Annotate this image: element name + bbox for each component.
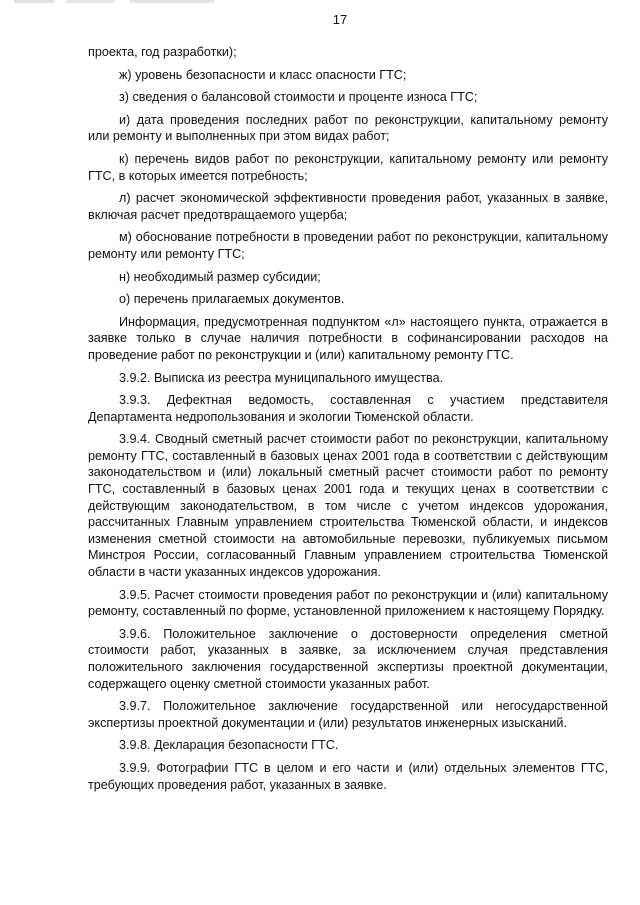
paragraph: 3.9.7. Положительное заключение государственной или негосударственной экспертизы проектной документации и (или) результатов инженерных изысканий. <box>88 699 608 730</box>
document-body <box>88 44 608 799</box>
paragraph: 3.9.2. Выписка из реестра муниципального имущества. <box>119 370 444 385</box>
paragraph: проекта, год разработки); <box>88 45 237 59</box>
paragraph: 3.9.3. Дефектная ведомость, составленная с участием представителя Департамента недропользования и экологии Тюменской области. <box>88 393 608 424</box>
page-number: 17 <box>332 12 348 27</box>
paragraph: о) перечень прилагаемых документов. <box>119 292 345 307</box>
paragraph: л) расчет экономической эффективности проведения работ, указанных в заявке, включая расчет предотвращаемого ущерба; <box>88 191 608 222</box>
paragraph: к) перечень видов работ по реконструкции, капитальному ремонту или ремонту ГТС, в которых имеется потребность; <box>88 151 608 183</box>
paragraph: и) дата проведения последних работ по реконструкции, капитальному ремонту или ремонту и выполненных при этом видах работ; <box>88 112 608 144</box>
paragraph: 3.9.4. Сводный сметный расчет стоимости работ по реконструкции, капитальному ремонту ГТС, составленный в базовых ценах 2001 года в соответствии с действующим законодательством и (или) локальный сметный расчет стоимости работ по ремонту ГТС, составленный в базовых ценах 2001 года и текущих ценах в соответствии с действующим законодательством, в том числе с учетом индексов удорожания, рассчитанных Главным управлением строительства Тюменской области, и индексов изменения сметной стоимости на автомобильные перевозки, публикуемых письмом Минстроя России, согласованный Главным управлением строительства Тюменской области в части указанных индексов удорожания. <box>88 432 608 580</box>
paragraph: 3.9.9. Фотографии ГТС в целом и его части и (или) отдельных элементов ГТС, требующих проведения работ, указанных в заявке. <box>88 760 608 792</box>
paragraph: 3.9.8. Декларация безопасности ГТС. <box>119 738 339 753</box>
paragraph: 3.9.6. Положительное заключение о достоверности определения сметной стоимости работ, указанных в заявке, за исключением случая представления положительного заключения государственной экспертизы проектной документации, содержащего оценку сметной стоимости указанных работ. <box>88 626 608 691</box>
paragraph: м) обоснование потребности в проведении работ по реконструкции, капитальному ремонту или ремонту ГТС; <box>88 230 608 261</box>
paragraph: ж) уровень безопасности и класс опасности ГТС; <box>119 67 407 82</box>
paragraph: Информация, предусмотренная подпунктом «л» настоящего пункта, отражается в заявке только в случае наличия потребности в софинансировании расходов на проведение работ по реконструкции и (или) капитальному ремонту ГТС. <box>88 314 608 362</box>
paragraph: з) сведения о балансовой стоимости и проценте износа ГТС; <box>119 90 478 105</box>
paragraph: 3.9.5. Расчет стоимости проведения работ по реконструкции и (или) капитальному ремонту, составленный по форме, установленной приложением к настоящему Порядку. <box>88 587 608 619</box>
scan-artifact <box>14 0 214 3</box>
paragraph: н) необходимый размер субсидии; <box>119 269 321 284</box>
